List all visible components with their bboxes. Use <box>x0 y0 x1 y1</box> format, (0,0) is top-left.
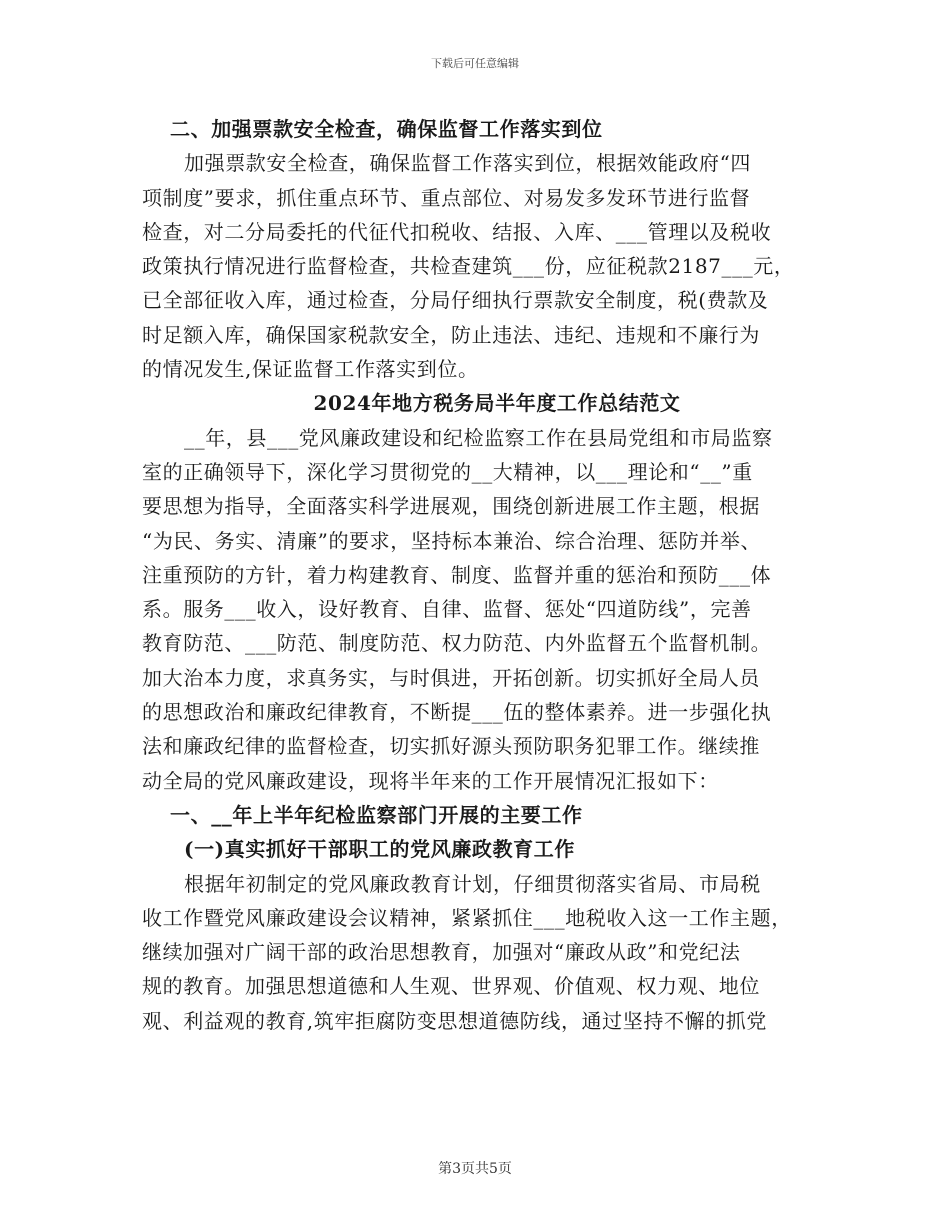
paragraph-line: __年，县___党风廉政建设和纪检监察工作在县局党组和市局监察 <box>184 425 773 450</box>
section-heading: 一、__年上半年纪检监察部门开展的主要工作 <box>170 802 583 827</box>
paragraph-line: 继续加强对广阔干部的政治思想教育，加强对“廉政从政”和党纪法 <box>142 940 741 965</box>
paragraph-line: 项制度”要求，抓住重点环节、重点部位、对易发多发环节进行监督 <box>142 185 751 210</box>
paragraph-line: 的思想政治和廉政纪律教育，不断提___伍的整体素养。进一步强化执 <box>142 700 772 725</box>
section-heading: 二、加强票款安全检查，确保监督工作落实到位 <box>170 117 603 141</box>
paragraph-line: 规的教育。加强思想道德和人生观、世界观、价值观、权力观、地位 <box>142 974 760 999</box>
paragraph-line: 检查，对二分局委托的代征代扣税收、结报、入库、___管理以及税收 <box>142 219 772 244</box>
paragraph-line: 加大治本力度，求真务实，与时俱进，开拓创新。切实抓好全局人员 <box>142 665 760 690</box>
paragraph-line: 加强票款安全检查，确保监督工作落实到位，根据效能政府“四 <box>184 151 752 176</box>
paragraph-line: 法和廉政纪律的监督检查，切实抓好源头预防职务犯罪工作。继续推 <box>142 734 760 759</box>
paragraph-line: 已全部征收入库，通过检查，分局仔细执行票款安全制度，税(费款及 <box>142 288 769 313</box>
paragraph-line: 收工作暨党风廉政建设会议精神，紧紧抓住___地税收入这一工作主题， <box>142 905 792 930</box>
paragraph-line: 观、利益观的教育,筑牢拒腐防变思想道德防线，通过坚持不懈的抓党 <box>142 1008 767 1033</box>
paragraph-line: 的情况发生,保证监督工作落实到位。 <box>142 357 479 382</box>
paragraph-line: 注重预防的方针，着力构建教育、制度、监督并重的惩治和预防___体 <box>142 562 772 587</box>
paragraph-line: 根据年初制定的党风廉政教育计划，仔细贯彻落实省局、市局税 <box>184 871 761 896</box>
paragraph-line: 政策执行情况进行监督检查，共检查建筑___份，应征税款2187___元， <box>142 254 795 279</box>
paragraph-line: 系。服务___收入，设好教育、自律、监督、惩处“四道防线”，完善 <box>142 597 752 622</box>
document-title: 2024年地方税务局半年度工作总结范文 <box>313 391 681 416</box>
paragraph-line: 动全局的党风廉政建设，现将半年来的工作开展情况汇报如下： <box>142 768 719 793</box>
subsection-heading: (一)真实抓好干部职工的党风廉政教育工作 <box>184 837 575 862</box>
page-header: 下载后可任意编辑 <box>431 57 519 70</box>
page-number: 第3页共5页 <box>438 1161 512 1177</box>
paragraph-line: 教育防范、___防范、制度防范、权力防范、内外监督五个监督机制。 <box>142 631 772 656</box>
paragraph-line: 要思想为指导，全面落实科学进展观，围绕创新进展工作主题，根据 <box>142 494 760 519</box>
document-body <box>142 112 812 1038</box>
paragraph-line: 时足额入库，确保国家税款安全，防止违法、违纪、违规和不廉行为 <box>142 322 760 347</box>
paragraph-line: “为民、务实、清廉”的要求，坚持标本兼治、综合治理、惩防并举、 <box>142 528 762 553</box>
paragraph-line: 室的正确领导下，深化学习贯彻党的__大精神，以___理论和“__”重 <box>142 459 753 484</box>
